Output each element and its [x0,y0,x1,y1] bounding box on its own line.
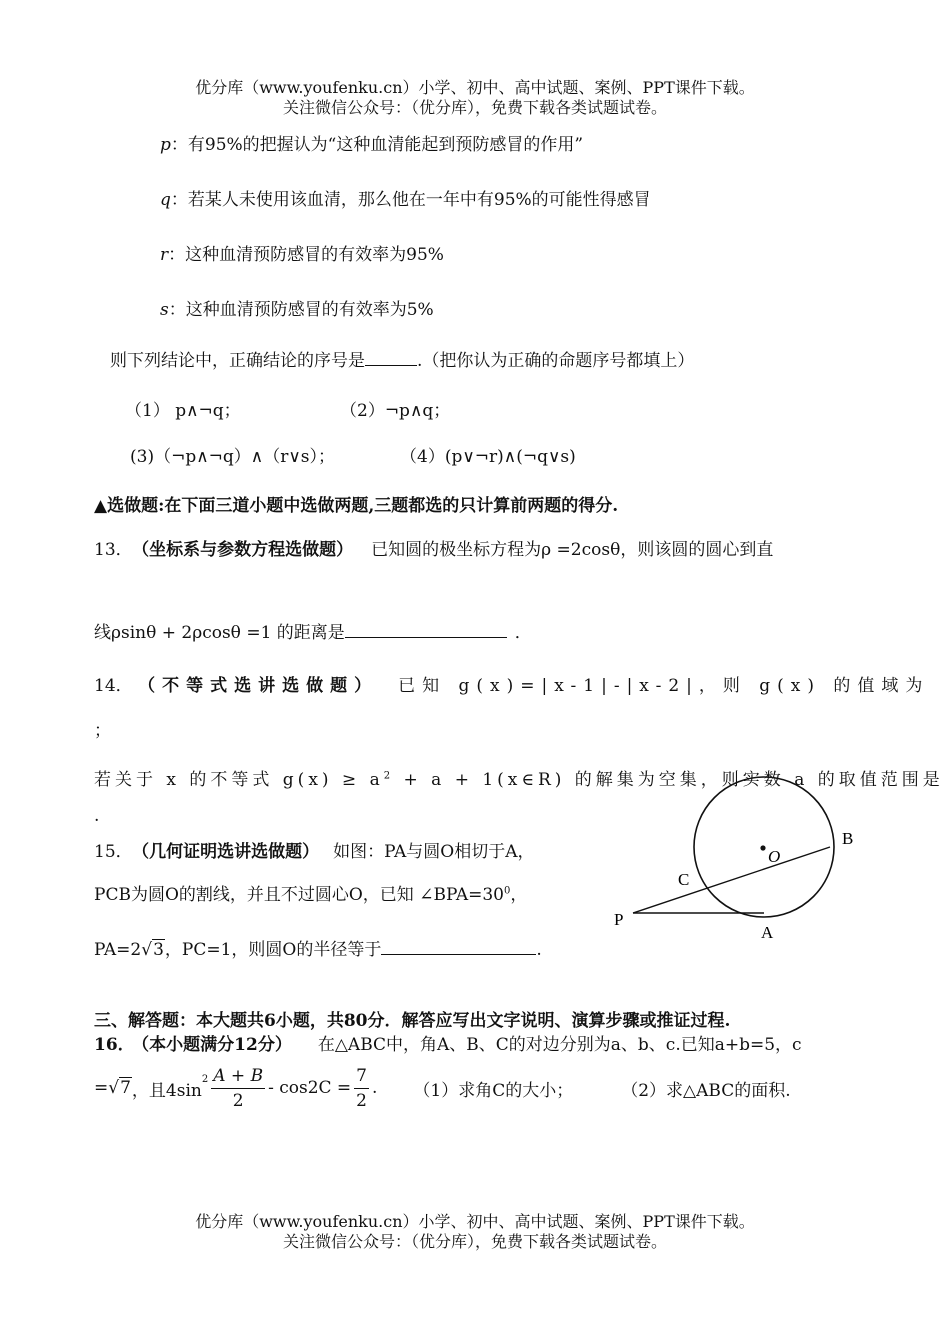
q16-fraction-7-2-den: 2 [356,1090,367,1111]
proposition-r [160,240,444,265]
q15-line3-mid: ，PC=1，则圆O的半径等于 [164,940,382,960]
q16-sqrt: √7 [108,1078,131,1098]
q16-cos-part: - cos2C = [268,1078,352,1098]
proposition-p [160,130,583,155]
q15-line2-end: ， [510,885,528,905]
q16-fraction-ab [211,1066,265,1111]
q15-line2-start: PCB为圆O的割线，并且不过圆心O，已知 ∠BPA=30 [94,885,504,905]
q14-line-1b: ； [94,721,111,741]
q13-line-2 [94,618,532,643]
q15-tag: （几何证明选讲选做题） [140,842,320,862]
q15-line-3 [94,935,542,960]
footer-line-2: 关注微信公众号：（优分库），免费下载各类试题试卷。 [282,1232,667,1251]
q14-tag: （不等式选讲选做题） [146,676,379,696]
section-3-heading: 三、解答题：本大题共6小题，共80分．解答应写出文字说明、演算步骤或推证过程. [94,1011,731,1031]
center-dot [760,845,765,850]
q16-fraction-ab-num: A + B [211,1066,265,1089]
q13-text: 已知圆的极坐标方程为ρ =2cosθ，则该圆的圆心到直 [371,540,774,560]
q16-part-2: （2）求△ABC的面积. [621,1080,791,1101]
q15-line-2 [94,880,527,905]
proposition-s-text: ：这种血清预防感冒的有效率为5% [168,300,434,320]
q16-c-equals: = [94,1078,109,1098]
label-p: P [614,910,624,929]
q15-line3-before: PA=2 [94,940,142,960]
label-a: A [761,923,774,942]
q13-number: 13． [94,540,133,560]
q12-prompt-after: .（把你认为正确的命题序号都填上） [417,351,695,371]
geometry-figure [600,775,880,950]
q12-option-1: （1） p∧¬q； [125,401,241,421]
q16-number: 16． [94,1035,135,1055]
q14-line2-exponent: 2 [383,770,395,782]
q14-line2-start: 若关于 x 的不等式 g(x) ≥ a [94,770,384,790]
q16-fraction-7-2 [354,1066,369,1111]
q15-sqrt: √3 [141,940,164,960]
q15-answer-blank[interactable] [381,938,536,955]
q15-line2-exponent: 0 [503,885,511,897]
q14-line2-rest: + a + 1(x∈R) 的解集为空集，则实数 a 的取值范围是 [394,770,944,790]
q15-radicand: 3 [153,940,164,960]
proposition-q-text: ：若某人未使用该血清，那么他在一年中有95%的可能性得感冒 [170,190,651,210]
elective-note: ▲选做题:在下面三道小题中选做两题,三题都选的只计算前两题的得分. [94,496,619,516]
q12-answer-blank[interactable] [365,349,417,366]
q16-line2-end: . [372,1078,378,1098]
q12-option-4: （4）(p∨¬r)∧(¬q∨s) [400,447,576,467]
label-c: C [678,870,690,889]
label-o: O [768,847,781,866]
q15-line3-after: . [536,940,542,960]
q12-prompt [110,346,694,371]
q14-number: 14． [94,676,133,696]
q15-number: 15． [94,842,133,862]
q15-text: 如图：PA与圆O相切于A， [333,842,535,862]
q16-fraction-7-2-num: 7 [354,1066,369,1089]
q12-option-2: （2）¬p∧q； [340,401,451,421]
q16-line-1 [94,1030,802,1055]
q14-text: 已知 g(x)=|x-1|-|x-2|，则 g(x) 的值域为 [398,676,930,696]
proposition-r-var: r [160,245,169,265]
q16-sin-exponent: 2 [201,1074,209,1085]
secant-pcb [633,847,830,913]
q12-option-3: (3)（¬p∧¬q）∧（r∨s）； [130,447,336,467]
q12-prompt-before: 则下列结论中，正确结论的序号是 [110,351,365,371]
q13-answer-blank[interactable] [345,621,507,638]
q16-line-2 [94,1062,791,1114]
q16-part-1: （1）求角C的大小； [413,1080,574,1101]
q16-tag: （本小题满分12分） [140,1035,292,1055]
header-line-1: 优分库（www.youfenku.cn）小学、初中、高中试题、案例、PPT课件下载。 [195,78,755,97]
q16-sin-part: ，且4sin [131,1080,202,1101]
proposition-s [160,295,434,320]
q13-line2-after: ． [514,623,532,643]
label-b: B [842,829,854,848]
proposition-r-text: ：这种血清预防感冒的有效率为95% [168,245,444,265]
q14-line-3: . [94,806,100,826]
footer-line-1: 优分库（www.youfenku.cn）小学、初中、高中试题、案例、PPT课件下载。 [195,1212,755,1231]
proposition-s-var: s [160,300,169,320]
q13-line2-before: 线ρsinθ + 2ρcosθ =1 的距离是 [94,623,345,643]
q13-line-1 [94,535,773,560]
proposition-q [160,185,651,210]
q14-line-1 [94,671,929,696]
q13-tag: （坐标系与参数方程选做题） [140,540,354,560]
q15-line-1 [94,837,535,862]
q16-text: 在△ABC中，角A、B、C的对边分别为a、b、c.已知a+b=5，c [317,1035,802,1055]
q16-radicand: 7 [120,1078,131,1098]
proposition-q-var: q [160,190,171,210]
proposition-p-text: ：有95%的把握认为“这种血清能起到预防感冒的作用” [170,135,584,155]
proposition-p-var: p [160,135,171,155]
header-line-2: 关注微信公众号：（优分库），免费下载各类试题试卷。 [282,98,667,117]
q16-fraction-ab-den: 2 [232,1090,244,1111]
